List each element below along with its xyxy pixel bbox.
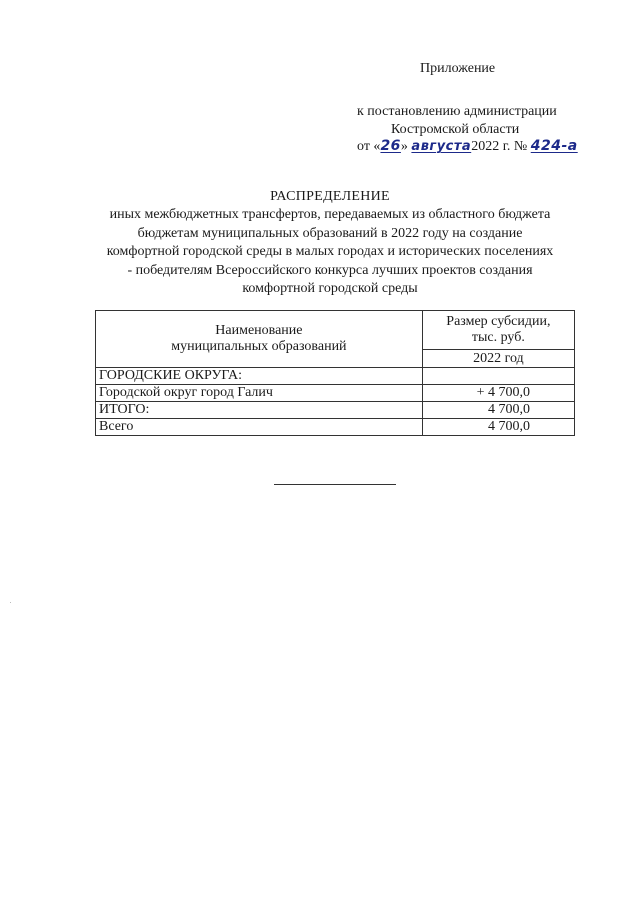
row-value	[422, 368, 574, 385]
date-prefix: от «	[357, 139, 381, 154]
distribution-table	[95, 310, 575, 436]
column-header-name-line1: Наименование	[215, 323, 303, 338]
document-heading	[60, 188, 600, 298]
region-name: Костромской области	[391, 122, 520, 137]
appendix-label: Приложение	[420, 61, 496, 76]
row-value: 4 700,0	[422, 419, 574, 436]
row-name: Городской округ город Галич	[96, 385, 423, 402]
column-header-year: 2022 год	[422, 350, 574, 368]
table-row	[96, 402, 575, 419]
row-name: ГОРОДСКИЕ ОКРУГА:	[96, 368, 423, 385]
row-value: 4 700,0	[422, 402, 574, 419]
row-value: + 4 700,0	[422, 385, 574, 402]
column-header-subsidy	[422, 311, 574, 350]
resolution-date-line	[357, 138, 578, 155]
document-kind: РАСПРЕДЕЛЕНИЕ	[270, 189, 390, 204]
row-name: ИТОГО:	[96, 402, 423, 419]
heading-line: комфортной городской среды в малых городах и исторических поселениях	[106, 244, 554, 260]
handwritten-month: августа	[411, 139, 472, 154]
handwritten-resolution-number: 424-а	[530, 138, 578, 154]
column-header-name-line2: муниципальных образований	[171, 339, 347, 354]
heading-line: комфортной городской среды	[242, 281, 418, 297]
closing-divider-line	[274, 484, 396, 485]
date-quote-close: »	[400, 139, 408, 154]
table-row	[96, 368, 575, 385]
column-header-municipality	[96, 311, 423, 368]
column-header-size-line2: тыс. руб.	[471, 330, 525, 346]
table-row	[96, 419, 575, 436]
heading-line: иных межбюджетных трансфертов, передаваемых из областного бюджета	[109, 207, 551, 223]
row-name: Всего	[96, 419, 423, 436]
heading-line: бюджетам муниципальных образований в 2022 году на создание	[137, 225, 523, 241]
heading-line: - победителям Всероссийского конкурса лучших проектов создания	[127, 262, 533, 278]
column-header-size-line1: Размер субсидии,	[446, 314, 551, 330]
date-year-number-label: 2022 г. №	[471, 139, 528, 154]
scan-artifact	[10, 602, 11, 603]
handwritten-day: 26	[380, 138, 401, 154]
resolution-reference: к постановлению администрации	[357, 104, 557, 119]
table-row	[96, 385, 575, 402]
